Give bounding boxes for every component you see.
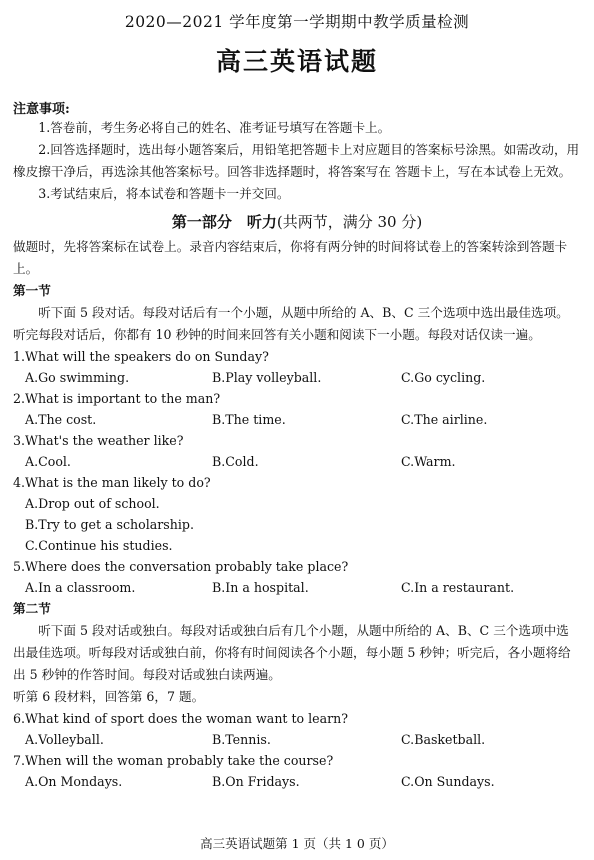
- option-a: A.In a classroom.: [25, 580, 136, 595]
- question-7-options: [13, 771, 581, 792]
- option-b: B.Try to get a scholarship.: [25, 517, 194, 532]
- option-c: C.In a restaurant.: [401, 580, 515, 595]
- section2-material: 听第 6 段材料，回答第 6，7 题。: [13, 689, 205, 704]
- option-c: C.Continue his studies.: [25, 538, 173, 553]
- question-4: 4.What is the man likely to do?: [13, 475, 211, 490]
- option-a: A.The cost.: [25, 412, 97, 427]
- part1-heading-main: 第一部分 听力: [171, 213, 277, 231]
- question-2-options: [13, 409, 581, 430]
- question-6-options: [13, 729, 581, 750]
- option-c: C.Basketball.: [401, 732, 486, 747]
- notice-title: 注意事项:: [13, 102, 70, 117]
- part1-heading: [13, 211, 581, 232]
- option-a: A.Drop out of school.: [25, 496, 160, 511]
- option-b: B.Cold.: [212, 454, 259, 469]
- question-1: 1.What will the speakers do on Sunday?: [13, 349, 269, 364]
- option-c: C.Warm.: [401, 454, 456, 469]
- exam-header: 2020—2021 学年度第一学期期中教学质量检测: [124, 13, 470, 31]
- option-b: B.The time.: [212, 412, 286, 427]
- question-3-options: [13, 451, 581, 472]
- question-6: 6.What kind of sport does the woman want to learn?: [13, 711, 349, 726]
- part1-intro: 做题时，先将答案标在试卷上。录音内容结束后，你将有两分钟的时间将试卷上的答案转涂到答题卡上。: [13, 239, 568, 276]
- option-b: B.Play volleyball.: [212, 370, 322, 385]
- option-b: B.Tennis.: [212, 732, 271, 747]
- question-2: 2.What is important to the man?: [13, 391, 221, 406]
- option-c: C.On Sundays.: [401, 774, 495, 789]
- option-a: A.On Mondays.: [25, 774, 123, 789]
- option-c: C.Go cycling.: [401, 370, 486, 385]
- option-c: C.The airline.: [401, 412, 488, 427]
- section1-instructions: 听下面 5 段对话。每段对话后有一个小题，从题中所给的 A、B、C 三个选项中选出最佳选项。听完每段对话后，你都有 10 秒钟的时间来回答有关小题和阅读下一小题。每段对话仅读一遍。: [13, 305, 569, 342]
- page-footer: 高三英语试题第 1 页（共 1 0 页）: [200, 836, 394, 851]
- option-a: A.Volleyball.: [25, 732, 104, 747]
- part1-heading-sub: (共两节，满分 30 分): [276, 213, 423, 231]
- question-3: 3.What's the weather like?: [13, 433, 184, 448]
- question-7: 7.When will the woman probably take the course?: [13, 753, 334, 768]
- page-title: 高三英语试题: [215, 47, 378, 76]
- notice-item-2: 2.回答选择题时，选出每小题答案后，用铅笔把答题卡上对应题目的答案标号涂黑。如需改动，用橡皮擦干净后，再选涂其他答案标号。回答非选择题时，将答案写在 答题卡上，写在本试卷上无效。: [13, 142, 580, 179]
- section2-title: 第二节: [13, 601, 51, 616]
- question-5-options: [13, 577, 581, 598]
- question-5: 5.Where does the conversation probably take place?: [13, 559, 349, 574]
- section2-instructions: 听下面 5 段对话或独白。每段对话或独白后有几个小题，从题中所给的 A、B、C 三个选项中选出最佳选项。听每段对话或独白前，你将有时间阅读各个小题，每小题 5 秒钟；听完后，各小题将给出 5 秒钟的作答时间。每段对话或独白读两遍。: [13, 623, 571, 682]
- question-1-options: [13, 367, 581, 388]
- option-a: A.Go swimming.: [25, 370, 130, 385]
- notice-item-3: 3.考试结束后，将本试卷和答题卡一并交回。: [38, 186, 290, 201]
- option-b: B.In a hospital.: [212, 580, 309, 595]
- notice-item-1: 1.答卷前，考生务必将自己的姓名、准考证号填写在答题卡上。: [38, 120, 391, 135]
- section1-title: 第一节: [13, 283, 51, 298]
- option-a: A.Cool.: [25, 454, 71, 469]
- option-b: B.On Fridays.: [212, 774, 300, 789]
